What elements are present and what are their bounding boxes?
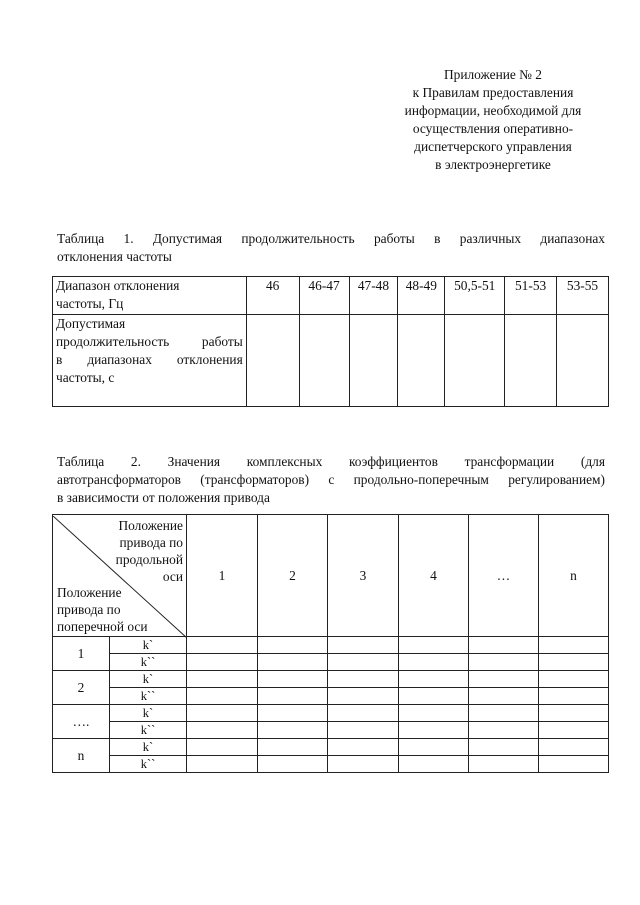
- table-row: [53, 637, 609, 654]
- k-label: k``: [110, 756, 187, 773]
- table-row: [53, 688, 609, 705]
- appendix-line: информации, необходимой для: [404, 103, 582, 118]
- k-label: k`: [110, 637, 187, 654]
- table-row: [53, 722, 609, 739]
- appendix-line: осуществления оперативно-: [412, 121, 574, 136]
- duration-cell: [505, 315, 557, 407]
- header-line: в диапазонах отклонения: [56, 352, 243, 367]
- range-cell: 50,5-51: [445, 277, 505, 315]
- row-label: ….: [53, 705, 110, 739]
- k-label: k``: [110, 688, 187, 705]
- corner-top-line: оси: [162, 568, 183, 584]
- corner-top-label: [116, 517, 183, 585]
- k-label: k``: [110, 654, 187, 671]
- frequency-table: [52, 276, 609, 407]
- corner-header: [53, 515, 187, 637]
- coefficients-table: [52, 514, 609, 773]
- table2-caption-line: в зависимости от положения привода: [57, 490, 270, 505]
- frequency-range-header: [53, 277, 247, 315]
- header-line: продолжительность работы: [56, 334, 243, 349]
- table-row: [53, 671, 609, 688]
- row-label: 2: [53, 671, 110, 705]
- duration-cell: [398, 315, 445, 407]
- duration-cell: [349, 315, 398, 407]
- range-cell: 53-55: [557, 277, 609, 315]
- corner-top-line: привода по: [119, 534, 183, 550]
- column-header: 3: [328, 515, 399, 637]
- table-row: [53, 654, 609, 671]
- table-row: [53, 739, 609, 756]
- table-row: [53, 705, 609, 722]
- header-line: Диапазон отклонения: [56, 278, 180, 293]
- range-cell: 48-49: [398, 277, 445, 315]
- table2-caption-line: автотрансформаторов (трансформаторов) с продольно-поперечным регулированием): [57, 472, 605, 487]
- k-label: k`: [110, 739, 187, 756]
- k-label: k``: [110, 722, 187, 739]
- corner-bottom-label: [57, 584, 148, 635]
- table2-caption-line: Таблица 2. Значения комплексных коэффициентов трансформации (для: [57, 454, 605, 469]
- range-cell: 46: [246, 277, 299, 315]
- table1-caption-line: отклонения частоты: [57, 249, 172, 264]
- table-row: [53, 756, 609, 773]
- range-cell: 51-53: [505, 277, 557, 315]
- column-header: 4: [399, 515, 469, 637]
- k-label: k`: [110, 671, 187, 688]
- range-cell: 46-47: [299, 277, 349, 315]
- corner-top-line: продольной: [115, 551, 183, 567]
- header-line: частоты, Гц: [56, 296, 124, 311]
- header-line: Допустимая: [56, 316, 126, 331]
- duration-cell: [445, 315, 505, 407]
- appendix-line: в электроэнергетике: [435, 157, 551, 172]
- duration-cell: [246, 315, 299, 407]
- table2-caption: [57, 453, 605, 507]
- appendix-heading: [388, 66, 598, 174]
- appendix-line: к Правилам предоставления: [412, 85, 574, 100]
- table1-caption-line: Таблица 1. Допустимая продолжительность работы в различных диапазонах: [57, 231, 605, 246]
- column-header: …: [469, 515, 539, 637]
- appendix-line: диспетчерского управления: [414, 139, 572, 154]
- duration-header: [53, 315, 247, 407]
- range-cell: 47-48: [349, 277, 398, 315]
- row-label: 1: [53, 637, 110, 671]
- corner-bottom-line: поперечной оси: [57, 618, 148, 634]
- duration-cell: [557, 315, 609, 407]
- corner-top-line: Положение: [118, 517, 183, 533]
- corner-bottom-line: Положение: [57, 584, 122, 600]
- column-header: 2: [258, 515, 328, 637]
- table1-caption: [57, 230, 605, 266]
- k-label: k`: [110, 705, 187, 722]
- column-header: n: [539, 515, 609, 637]
- header-line: частоты, с: [56, 370, 115, 385]
- corner-bottom-line: привода по: [57, 601, 121, 617]
- column-header: 1: [187, 515, 258, 637]
- duration-cell: [299, 315, 349, 407]
- row-label: n: [53, 739, 110, 773]
- appendix-line: Приложение № 2: [443, 67, 543, 82]
